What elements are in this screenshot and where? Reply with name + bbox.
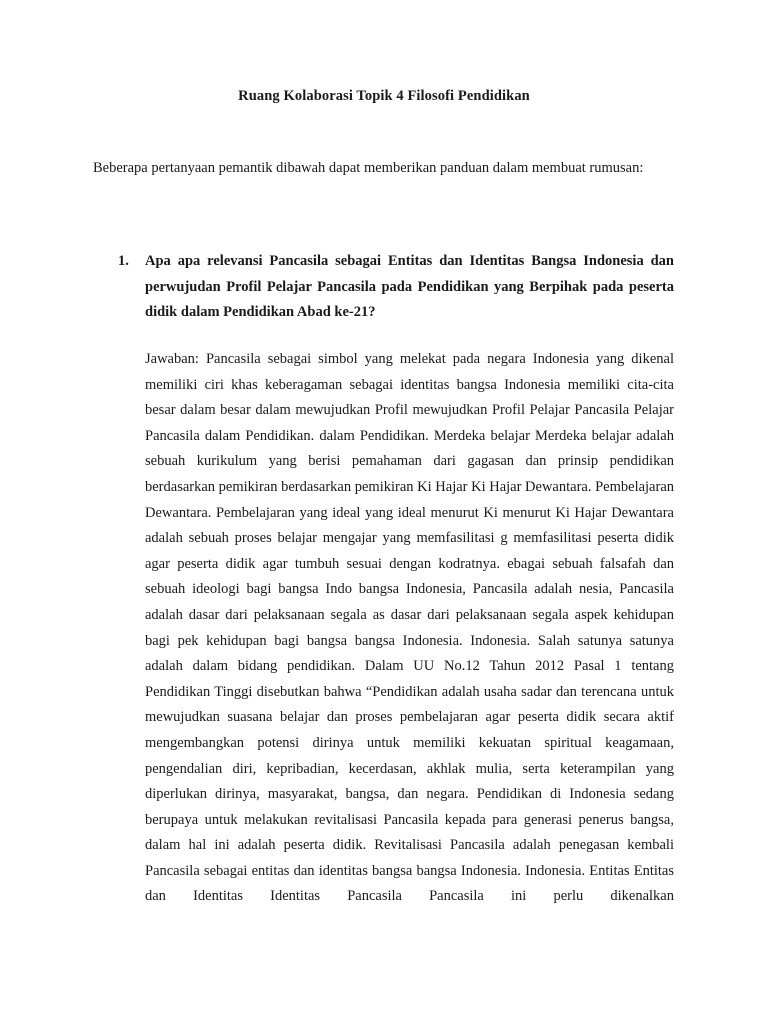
document-title: Ruang Kolaborasi Topik 4 Filosofi Pendidikan xyxy=(238,88,530,104)
question-text: Apa apa relevansi Pancasila sebagai Entitas dan Identitas Bangsa Indonesia dan perwujudan Profil Pelajar Pancasila pada Pendidikan yang Berpihak pada peserta didik dalam Pendidikan Abad ke-21? xyxy=(145,253,674,320)
intro-paragraph: Beberapa pertanyaan pemantik dibawah dapat memberikan panduan dalam membuat rumusan: xyxy=(93,160,644,176)
answer-paragraph: Jawaban: Pancasila sebagai simbol yang melekat pada negara Indonesia yang dikenal memiliki ciri khas keberagaman sebagai identitas bangsa Indonesia memiliki cita-cita besar dalam besar dalam mewujudkan Profil mewujudkan Profil Pelajar Pancasila Pelajar Pancasila dalam Pendidikan. dalam Pendidikan. Merdeka belajar Merdeka belajar adalah sebuah kurikulum yang berisi pemahaman dari gagasan dan prinsip pendidikan berdasarkan pemikiran berdasarkan pemikiran Ki Hajar Ki Hajar Dewantara. Pembelajaran Dewantara. Pembelajaran yang ideal yang ideal menurut Ki menurut Ki Hajar Dewantara adalah sebuah proses belajar mengajar yang memfasilitasi g memfasilitasi peserta didik agar peserta didik agar tumbuh sesuai dengan kodratnya. ebagai sebuah falsafah dan sebuah ideologi bagi bangsa Indo bangsa Indonesia, Pancasila adalah nesia, Pancasila adalah dasar dari pelaksanaan segala as dasar dari pelaksanaan segala aspek kehidupan bagi pek kehidupan bagi bangsa bangsa Indonesia. Indonesia. Salah satunya satunya adalah dalam bidang pendidikan. Dalam UU No.12 Tahun 2012 Pasal 1 tentang Pendidikan Tinggi disebutkan bahwa “Pendidikan adalah usaha sadar dan terencana untuk mewujudkan suasana belajar dan proses pembelajaran agar peserta didik secara aktif mengembangkan potensi dirinya untuk memiliki kekuatan spiritual keagamaan, pengendalian diri, kepribadian, kecerdasan, akhlak mulia, serta keterampilan yang diperlukan dirinya, masyarakat, bangsa, dan negara. Pendidikan di Indonesia sedang berupaya untuk melakukan revitalisasi Pancasila kepada para generasi penerus bangsa, dalam hal ini adalah peserta didik. Revitalisasi Pancasila adalah penegasan kembali Pancasila sebagai entitas dan identitas bangsa bangsa Indonesia. Indonesia. Entitas Entitas dan Identitas Identitas Pancasila Pancasila ini perlu dikenalkan xyxy=(145,351,674,905)
question-number: 1. xyxy=(118,253,129,269)
